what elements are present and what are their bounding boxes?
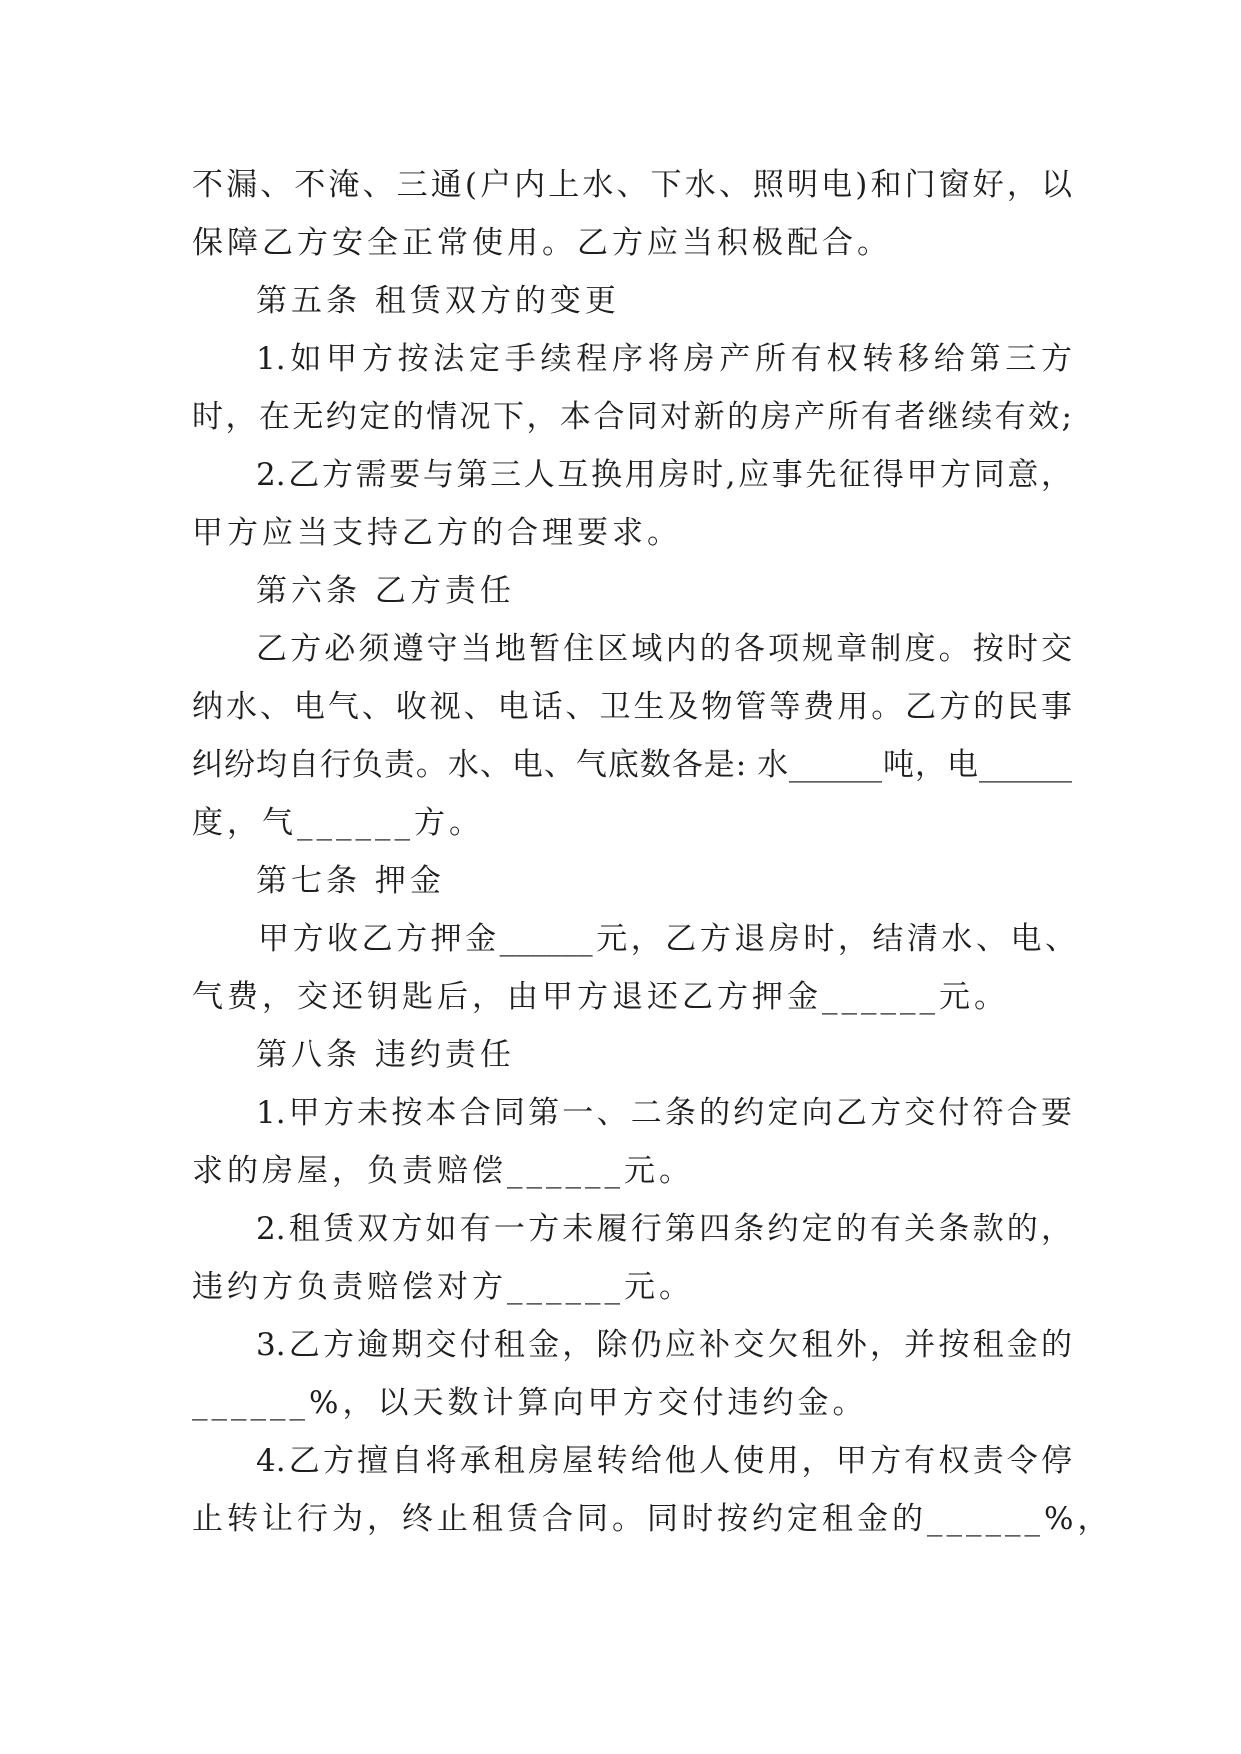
section-heading: 第六条 乙方责任 xyxy=(256,573,515,609)
body-line: 不漏、不淹、三通(户内上水、下水、照明电)和门窗好，以 xyxy=(192,167,1072,203)
body-line: 气费，交还钥匙后，由甲方退还乙方押金______元。 xyxy=(192,979,1009,1015)
body-line: 1.甲方未按本合同第一、二条的约定向乙方交付符合要 xyxy=(256,1095,1072,1131)
body-line: 1.如甲方按法定手续程序将房产所有权转移给第三方 xyxy=(256,341,1072,377)
body-line: 4.乙方擅自将承租房屋转给他人使用，甲方有权责令停 xyxy=(256,1443,1072,1479)
body-line: 求的房屋，负责赔偿______元。 xyxy=(192,1153,694,1189)
body-line: 2.租赁双方如有一方未履行第四条约定的有关条款的， xyxy=(256,1211,1072,1247)
body-line: 甲方收乙方押金______元，乙方退房时，结清水、电、 xyxy=(258,921,1076,957)
section-heading: 第八条 违约责任 xyxy=(256,1037,515,1073)
body-line: 纠纷均自行负责。水、电、气底数各是: 水______吨，电______ xyxy=(192,747,1072,783)
body-line: 时，在无约定的情况下，本合同对新的房产所有者继续有效; xyxy=(192,399,1072,435)
body-line: 纳水、电气、收视、电话、卫生及物管等费用。乙方的民事 xyxy=(192,689,1072,725)
body-line: 保障乙方安全正常使用。乙方应当积极配合。 xyxy=(192,225,892,261)
body-line: 乙方必须遵守当地暂住区域内的各项规章制度。按时交 xyxy=(256,631,1072,667)
body-line: 违约方负责赔偿对方______元。 xyxy=(192,1269,694,1305)
body-line: 2.乙方需要与第三人互换用房时,应事先征得甲方同意， xyxy=(256,457,1072,493)
body-line: 甲方应当支持乙方的合理要求。 xyxy=(192,515,682,551)
body-line: 3.乙方逾期交付租金，除仍应补交欠租外，并按租金的 xyxy=(256,1327,1072,1363)
body-line: 度，气______方。 xyxy=(192,805,484,841)
section-heading: 第七条 押金 xyxy=(256,863,445,899)
body-line: ______%，以天数计算向甲方交付违约金。 xyxy=(192,1385,868,1421)
body-line: 止转让行为，终止租赁合同。同时按约定租金的______%， xyxy=(192,1501,1113,1537)
section-heading: 第五条 租赁双方的变更 xyxy=(256,283,620,319)
